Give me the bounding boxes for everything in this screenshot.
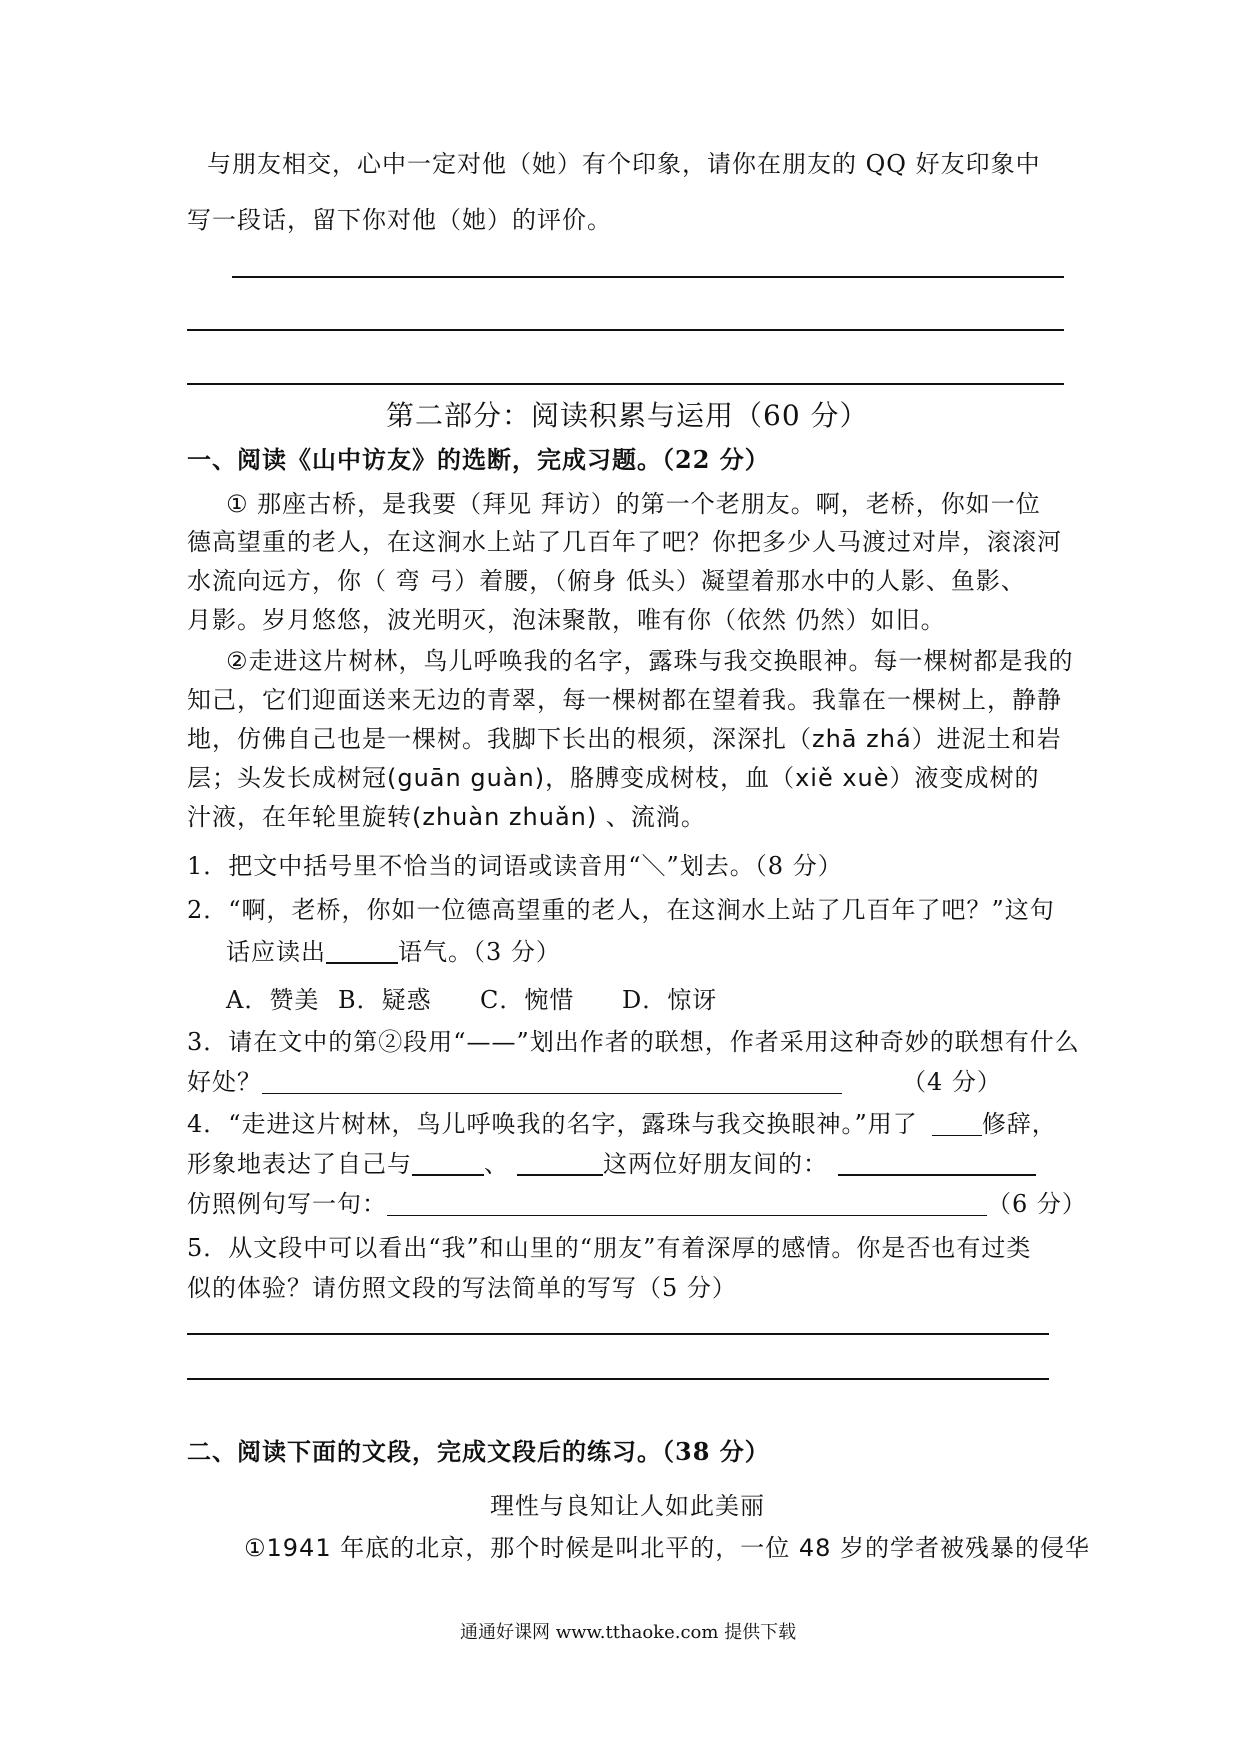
question-3-line-1: 3．请在文中的第②段用“——”划出作者的联想，作者采用这种奇妙的联想有什么 <box>187 1028 1080 1056</box>
passage-line: ②走进这片树林，鸟儿呼唤我的名字，露珠与我交换眼神。每一棵树都是我的 <box>226 647 1074 675</box>
question-4-line-1 <box>187 1104 1057 1139</box>
question-2-text-a: 话应读出 <box>226 938 326 966</box>
answer-line[interactable] <box>187 383 1064 385</box>
question-2-options <box>226 980 717 1015</box>
option-c[interactable]: C．惋惜 <box>480 986 575 1014</box>
intro-line-1: 与朋友相交，心中一定对他（她）有个印象，请你在朋友的 QQ 好友印象中 <box>207 150 1041 178</box>
answer-blank[interactable] <box>932 1115 982 1136</box>
question-4-text-a: 4．“走进这片树林，鸟儿呼唤我的名字，露珠与我交换眼神。”用了 <box>187 1110 918 1138</box>
article-line: ①1941 年底的北京，那个时候是叫北平的，一位 48 岁的学者被残暴的侵华 <box>244 1534 1091 1562</box>
passage-line: 地，仿佛自己也是一棵树。我脚下长出的根须，深深扎（zhā zhá）进泥土和岩 <box>187 725 1062 753</box>
question-2-line-1: 2．“啊，老桥，你如一位德高望重的老人，在这涧水上站了几百年了吧？”这句 <box>187 896 1055 924</box>
answer-line[interactable] <box>187 329 1064 331</box>
question-4-text-c: 形象地表达了自己与 <box>187 1150 412 1178</box>
answer-blank[interactable] <box>387 1195 987 1216</box>
question-1: 1．把文中括号里不恰当的词语或读音用“＼”划去。（8 分） <box>187 852 843 880</box>
passage-line: 月影。岁月悠悠，波光明灭，泡沫聚散，唯有你（依然 仍然）如旧。 <box>187 606 946 634</box>
answer-blank[interactable] <box>262 1073 842 1094</box>
option-a[interactable]: A．赞美 <box>226 986 320 1014</box>
question-2-text-b: 语气。（3 分） <box>398 938 561 966</box>
question-3-score: （4 分） <box>902 1068 1002 1096</box>
section-heading: 一、阅读《山中访友》的选断，完成习题。（22 分） <box>187 445 770 474</box>
passage-line: 汁液，在年轮里旋转(zhuàn zhuǎn) 、流淌。 <box>187 803 706 831</box>
answer-line[interactable] <box>187 1378 1049 1380</box>
question-2-line-2 <box>226 932 561 967</box>
answer-blank[interactable] <box>838 1154 1036 1176</box>
question-3-text-a: 好处？ <box>187 1068 262 1096</box>
question-4-line-2 <box>187 1144 1036 1179</box>
passage-line: ① 那座古桥，是我要（拜见 拜访）的第一个老朋友。啊，老桥，你如一位 <box>226 490 1041 518</box>
option-b[interactable]: B．疑惑 <box>338 986 432 1014</box>
answer-line[interactable] <box>187 1333 1049 1335</box>
passage-line: 德高望重的老人，在这涧水上站了几百年了吧？你把多少人马渡过对岸，滚滚河 <box>187 528 1062 556</box>
option-d[interactable]: D．惊讶 <box>622 986 718 1014</box>
passage-line: 知己，它们迎面送来无边的青翠，每一棵树都在望着我。我靠在一棵树上，静静 <box>187 686 1062 714</box>
question-4-text-d: 、 <box>484 1150 509 1178</box>
passage-line: 层；头发长成树冠(guān guàn)，胳膊变成树枝，血（xiě xuè）液变成树的 <box>187 764 1040 792</box>
answer-blank[interactable] <box>412 1154 484 1176</box>
intro-line-2: 写一段话，留下你对他（她）的评价。 <box>187 206 612 234</box>
part-title: 第二部分：阅读积累与运用（60 分） <box>386 399 869 432</box>
footer-text: 通通好课网 www.tthaoke.com 提供下载 <box>460 1622 797 1643</box>
article-title: 理性与良知让人如此美丽 <box>490 1492 765 1520</box>
answer-line[interactable] <box>232 276 1064 278</box>
answer-blank[interactable] <box>326 942 398 964</box>
question-4-text-e: 这两位好朋友间的： <box>603 1150 828 1178</box>
question-4-text-f: 仿照例句写一句： <box>187 1190 387 1218</box>
question-5-line-1: 5．从文段中可以看出“我”和山里的“朋友”有着深厚的感情。你是否也有过类 <box>187 1234 1032 1262</box>
passage-line: 水流向远方，你（ 弯 弓）着腰，（俯身 低头）凝望着那水中的人影、鱼影、 <box>187 567 1026 595</box>
question-4-score: （6 分） <box>987 1190 1087 1218</box>
question-4-line-3 <box>187 1184 1087 1219</box>
question-3-line-2 <box>187 1062 1002 1097</box>
question-4-text-b: 修辞， <box>981 1110 1057 1138</box>
section-heading: 二、阅读下面的文段，完成文段后的练习。（38 分） <box>187 1437 770 1466</box>
answer-blank[interactable] <box>517 1154 603 1176</box>
question-5-line-2: 似的体验？请仿照文段的写法简单的写写（5 分） <box>187 1274 737 1302</box>
